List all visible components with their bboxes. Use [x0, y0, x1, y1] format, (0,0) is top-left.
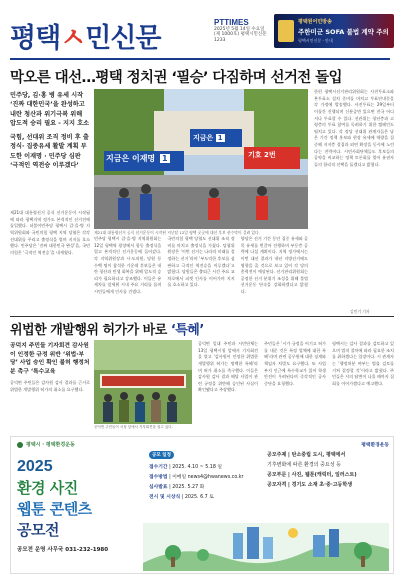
detail-row: 기후변화에 따른 환경의 중요성 등 [267, 462, 341, 468]
logo-text: 평택 [10, 23, 61, 54]
ad-right-organizer: 평택환경운동 [361, 443, 389, 448]
ad-line-1: 평택원어민방송 [298, 19, 332, 25]
banner-3-label: 기호 [248, 151, 262, 159]
banner-2-label: 지금은 [193, 134, 214, 142]
banner-1-number: 1 [161, 154, 168, 163]
ad-illustration [143, 523, 389, 571]
summary-point-2: 국힘, 선대위 조직 정비 후 출정식· 집중유세 활발 계획 부도한 이재명 · 민주당 심판 ‘극적인 역전승 이루겠다’ [10, 134, 89, 170]
contest-advertisement[interactable] [10, 436, 394, 574]
brand-name: PTTIMES [214, 18, 249, 27]
ad-organizer-name: 평택시 · 평택환경운동 [26, 442, 75, 448]
section-divider [10, 316, 394, 317]
cityscape-illustration [143, 523, 389, 571]
masthead [0, 0, 400, 62]
schedule-value: 2025. 5.27 화 [172, 485, 205, 490]
lead-body-intro: 제21대 대통령선거 공식 선거운동이 시작됨에 따라 평택지역 정가도 본격적인 선거전에 돌입했다. 더불어민주당 평택시 갑·을·병 지역위원회와 국민의힘 평택 지역 당협은 각각 선대위를 꾸리고 출정식을 열며 지지를 호소했다. 민주당은 ‘진짜 대한민국 완성’을, 국민의힘은 ‘극적인 역전승’을 내세웠다. [10, 210, 90, 255]
schedule-row: 접수기간 | 2025. 4.10 ~ 5.18 일 [149, 465, 223, 470]
ad-year: 2025 [17, 458, 53, 475]
ad-organizer [17, 441, 147, 448]
second-body-column-3: 평택시는 감사 결과를 검토하고 있으며 법적 절차에 따라 필요한 조치를 취하겠다는 입장이다. 시 관계자는 ‘행정처분 여부는 법률 검토를 거쳐 결정할 것’이라고 밝혔다. 주민들은 시의 답변이 나올 때까지 집회를 이어가겠다고 예고했다. [332, 341, 394, 386]
logo-text-2: 민신문 [85, 23, 161, 54]
detail-row: 공모주제 | 탄소중립 도시, 평택에서 [267, 452, 346, 458]
logo-accent: ㅅ [60, 23, 86, 54]
ad-line-3: 평택시민신문 · 안내 [298, 38, 333, 43]
issue-number: (제 1000호) 평택시민신문 1233 [214, 32, 267, 43]
second-headline-text: 위법한 개발행위 허가가 바로 [10, 323, 171, 338]
banner-1-label: 지금은 이재명 [106, 154, 156, 163]
lead-body-column-1: 민주당 평택시 갑·을·병 지역위원회는 12일 평택역 광장에서 합동 출정식을 열고 본격적인 선거운동에 들어갔다. 각 지역위원장과 시·도의원, 당원 등 수백 명이 참석한 가운데 후보들은 내란 청산과 민생 회복을 위해 압도적 승리가 필요하다고 강조했다. 이들은 유세차를 앞세워 시내 주요 거리를 돌며 시민들에게 인사를 건넸다. [94, 236, 162, 294]
ad-schedule [149, 441, 265, 519]
lead-body-side-column: 한편 평택시선거관리위원회는 사전투표소와 본투표소 설치 준비를 마치고 투표안내문을 각 가정에 발송했다. 사전투표는 29일부터 이틀간 진행되며 신분증만 있으면 전국 어디서나 투표할 수 있다. 선관위는 청년층과 고령층의 투표 참여를 독려하기 위한 캠페인도 펼치고 있다. 각 정당 선대위 관계자들은 남은 기간 정책 홍보와 현장 유세에 역량을 집중해 지지층 결집과 외연 확장을 동시에 노린다는 전략이다. 시민사회단체들도 후보들의 공약을 비교하는 정책 토론회를 열어 유권자들의 합리적 선택을 돕겠다고 밝혔다. [314, 89, 394, 167]
ad-title-line-1: 환경 사진 [17, 479, 78, 497]
lead-body-column-3: 양당은 선거 기간 동안 집중 유세와 골목 유세를 번갈아 진행하며 부동층 공략에 나설 계획이다. 지역 정가에서는 이번 대선 결과가 내년 지방선거에도 영향을 줄 것으로 보고 있어 각 당의 총력전이 예상된다. 선거관리위원회는 공정한 선거 분위기 조성을 위해 불법 선거운동 단속을 강화하겠다고 밝혔다. [240, 236, 308, 294]
schedule-label: 접수기간 [149, 465, 168, 470]
detail-row: 공모부문 | 사진, 웹툰(캐릭터, 일러스트) [267, 472, 357, 478]
ad-title-block [17, 441, 147, 553]
second-headline-mark: ‘특혜’ [170, 323, 204, 338]
banner-2-number: 1 [217, 134, 223, 142]
masthead-rule [10, 58, 390, 60]
schedule-row: 심사발표 | 2025. 5.27 화 [149, 485, 205, 490]
schedule-row: 접수방법 | 이메일 news4@hwanews.co.kr [149, 475, 244, 480]
lead-body-columns [94, 236, 308, 315]
second-body-column-1: 공덕면 일대 주민과 시민단체는 13일 평택시청 앞에서 기자회견을 열고 ‘감사원이 인정한 위법한 개발행위 허가는 명백한 특혜’라며 허가 취소를 촉구했다. 이들은 감사원 감사 결과 해당 사업이 관련 규정을 위반해 승인된 사실이 확인됐다고 주장했다. [198, 341, 258, 393]
masthead-ad-banner[interactable] [274, 14, 394, 48]
lead-summary [10, 91, 90, 175]
newspaper-logo[interactable] [10, 16, 161, 55]
schedule-value: 2025. 6.7 토 [184, 495, 214, 500]
schedule-tag: 공모 일정 [149, 451, 174, 459]
ad-title-line-3: 공모전 [17, 521, 59, 539]
second-photo-caption: 공덕면 주민들이 시청 앞에서 기자회견을 열고 있다. [94, 425, 173, 429]
leaf-icon [17, 442, 23, 448]
ad-title-line-2: 웹툰 콘텐츠 [17, 500, 92, 518]
protest-photo-illustration [94, 340, 192, 424]
issue-date: 2025년 5월 14일 수요일 [214, 27, 265, 33]
lead-photo[interactable] [94, 89, 308, 229]
banner-3-number: 2번 [263, 151, 276, 159]
detail-row: 공모자격 | 경기도 소재 초·중·고등학생 [267, 482, 353, 488]
banner-2-text [193, 133, 225, 143]
summary-point-1: 민주당, 김·홍 병 유세 시작 ‘진짜 대한민국’을 완성하고 내란 청산과 위기극복 위해 압도적 승리 필요 - 지지 호소 [10, 92, 90, 127]
edition-info [214, 18, 270, 43]
schedule-label: 심사발표 [149, 485, 168, 490]
badge-icon [278, 20, 294, 42]
lead-headline[interactable]: 막오른 대선…평택 정치권 ‘필승’ 다짐하며 선거전 돌입 [10, 70, 342, 86]
banner-1-text [106, 153, 170, 164]
schedule-row: 전시 및 시상식 | 2025. 6.7 토 [149, 495, 214, 500]
ad-details [267, 441, 389, 488]
schedule-email[interactable]: 이메일 news4@hwanews.co.kr [172, 475, 244, 480]
lead-body-column-2: 국민의힘 평택 당협도 선대위 조직 정비를 마치고 출정식을 가졌다. 당협위원장은 ‘이번 선거는 나라의 미래를 결정하는 선거’라며 ‘부도덕한 후보를 심판하고 극적인 역전승을 이루겠다’고 밝혔다. 당원들은 출퇴근 시간 주요 교차로에서 피켓 인사를 이어가며 지지를 호소하고 있다. [167, 236, 235, 288]
lead-byline: 김민기 기자 [350, 309, 370, 314]
schedule-label: 전시 및 시상식 [149, 495, 181, 500]
second-headline[interactable] [10, 319, 204, 338]
second-photo[interactable] [94, 340, 192, 424]
ad-contact[interactable]: 공모전 운영 사무국 031-232-1980 [17, 547, 109, 553]
second-body-intro: 공덕면 주민들은 감사원 감사 결과를 근거로 위법한 개발행위 허가의 취소를 요구했다. [10, 380, 90, 392]
second-body-column-2: 주민들은 ‘시가 규정을 어기고 허가를 내준 것은 특정 업체에 대한 특혜’라며 관련 공무원에 대한 징계와 책임자 처벌도 요구했다. 또 사업 부지 인근에 특수학교가 있어 학생 안전이 우려된다며 즉각적인 공사 중단을 요청했다. [264, 341, 326, 386]
ad-line-2: 주한미군 SOFA 불법 계약 주의 [298, 28, 389, 36]
second-summary: 공덕지 주민들 기자회견 감사원이 인정한 규정 위반 ‘위법·부당’ 사업 승인 확인 불허 행정처분 촉구 ‘특수교육 [10, 343, 90, 376]
lead-photo-caption: 제21대 대통령선거 공식 선거운동이 시작된 지난달 12일 평택 곳곳에 대선 후보 현수막이 걸려 있다. [94, 230, 260, 235]
schedule-value: 2025. 4.10 ~ 5.18 일 [172, 465, 223, 470]
banner-3-text [248, 150, 276, 160]
schedule-label: 접수방법 [149, 475, 168, 480]
